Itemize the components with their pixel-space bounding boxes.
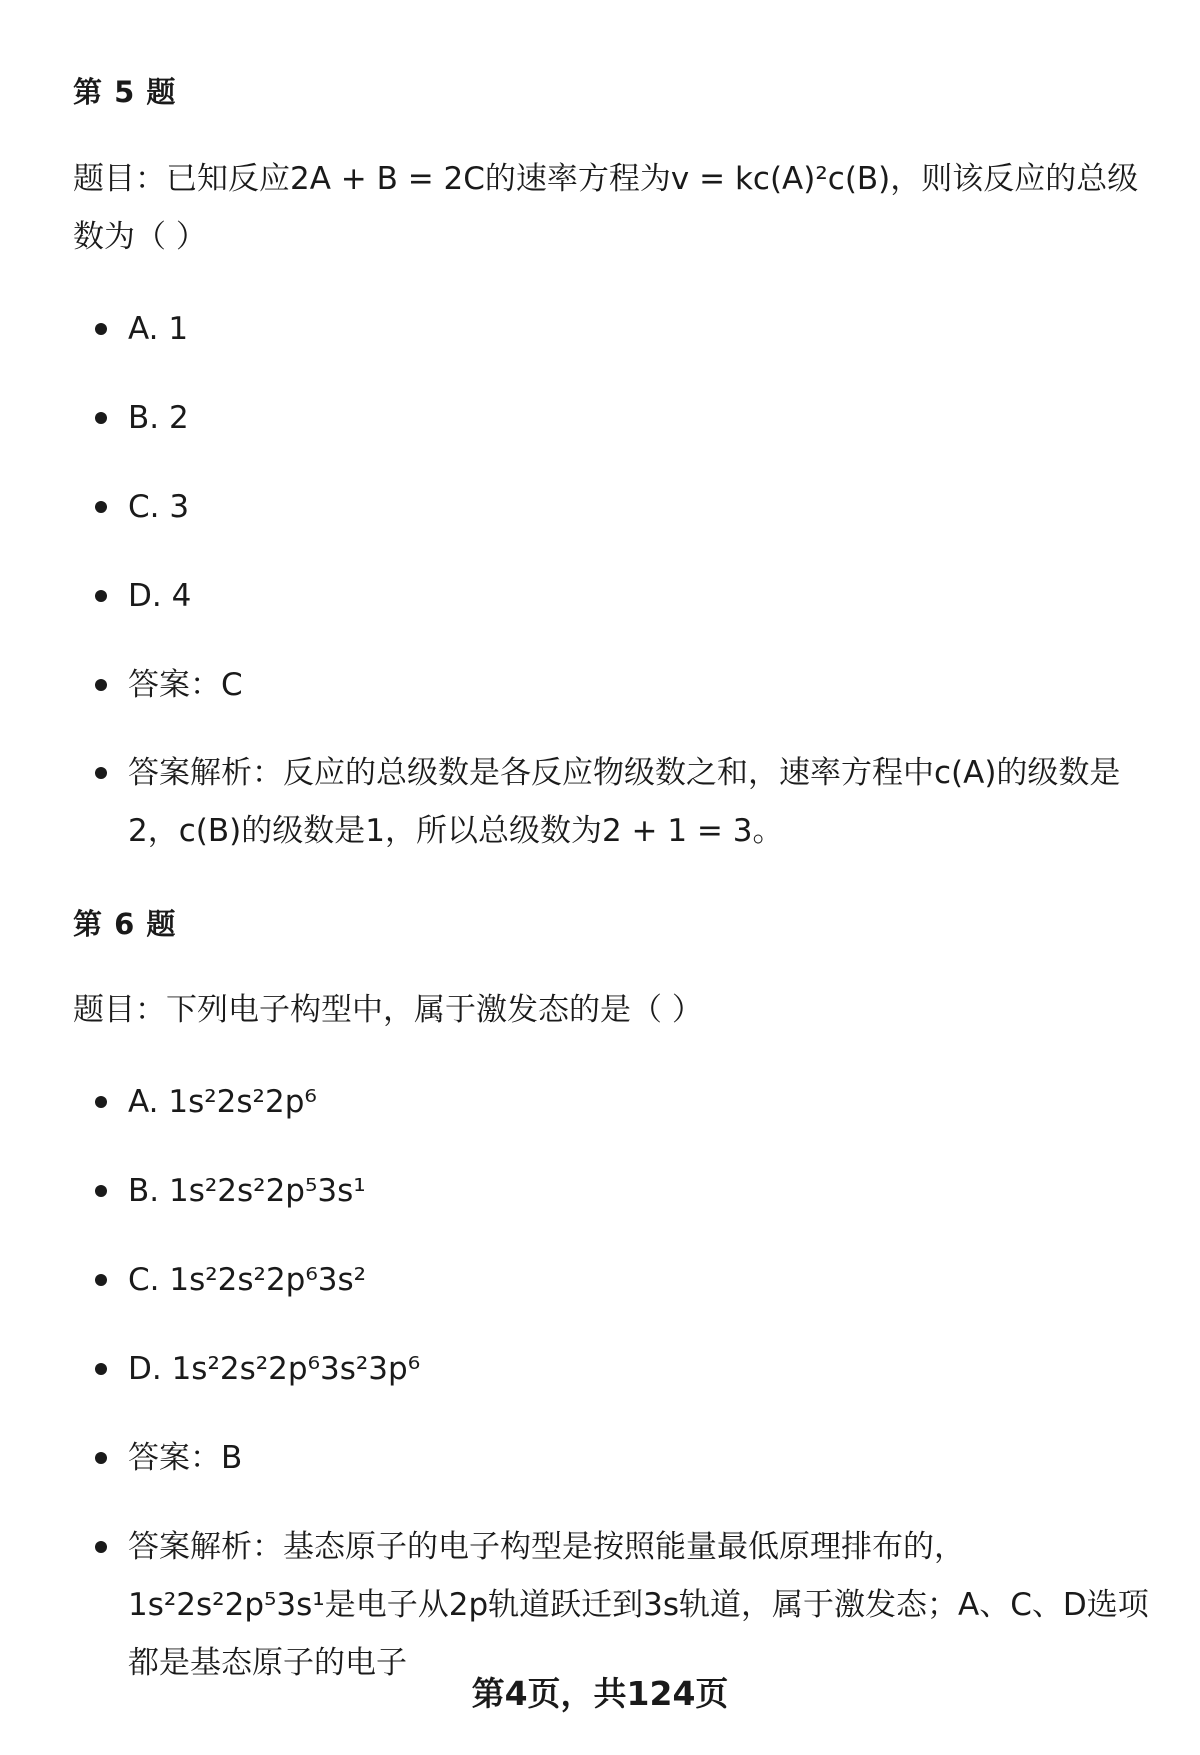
option-text: A. 1s²2s²2p⁶ [128,1084,317,1120]
bullet-icon [95,1185,107,1197]
question-5-analysis [95,744,1155,860]
option-text: D. 4 [128,578,192,614]
question-6-answer [95,1429,1155,1487]
question-5-stem: 题目：已知反应2A + B = 2C的速率方程为v = kc(A)²c(B)，则该反应的总级数为（ ） [73,161,1139,255]
question-6-option-b [95,1162,1155,1220]
option-text: A. 1 [128,311,189,347]
bullet-icon [95,1096,107,1108]
bullet-icon [95,323,107,335]
option-text: D. 1s²2s²2p⁶3s²3p⁶ [128,1351,421,1387]
analysis-text: 答案解析：基态原子的电子构型是按照能量最低原理排布的，1s²2s²2p⁵3s¹是电子从2p轨道跃迁到3s轨道，属于激发态；A、C、D选项都是基态原子的电子 [128,1529,1149,1681]
bullet-icon [95,679,107,691]
bullet-icon [95,1274,107,1286]
option-text: B. 2 [128,400,189,436]
question-6-option-d [95,1340,1155,1398]
analysis-text: 答案解析：反应的总级数是各反应物级数之和，速率方程中c(A)的级数是2，c(B)的级数是1，所以总级数为2 + 1 = 3。 [128,755,1121,849]
question-6-option-c [95,1251,1155,1309]
bullet-icon [95,412,107,424]
option-text: C. 3 [128,489,190,525]
bullet-icon [95,1541,107,1553]
bullet-icon [95,590,107,602]
option-text: B. 1s²2s²2p⁵3s¹ [128,1173,366,1209]
page-number: 第4页，共124页 [471,1674,729,1713]
question-6-stem: 题目：下列电子构型中，属于激发态的是（ ） [73,992,703,1028]
option-text: C. 1s²2s²2p⁶3s² [128,1262,367,1298]
question-5-heading: 第 5 题 [73,75,177,109]
bullet-icon [95,501,107,513]
answer-text: 答案：B [128,1440,243,1476]
question-5-option-b [95,389,1155,447]
question-6-analysis [95,1518,1155,1692]
question-5-option-c [95,478,1155,536]
bullet-icon [95,1452,107,1464]
question-5-option-a [95,300,1155,358]
answer-text: 答案：C [128,667,243,703]
bullet-icon [95,1363,107,1375]
question-5-answer [95,656,1155,714]
bullet-icon [95,767,107,779]
question-6-heading: 第 6 题 [73,907,177,941]
question-5-option-d [95,567,1155,625]
question-6-option-a [95,1073,1155,1131]
